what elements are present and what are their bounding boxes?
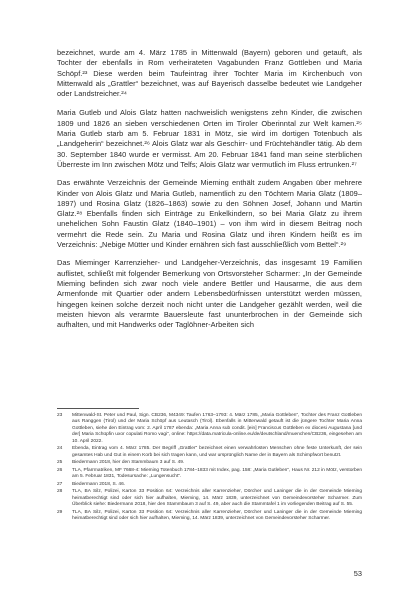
paragraph-4: Das Mieminger Karrenzieher- und Landgeher-Verzeichnis, das insgesamt 19 Familien auflistet, schließt mit folgender Bemerkung von Ortsvorsteher Scharmer: „In der Gemeinde Mieming befinden sich zwar noch viele andere Bettler und Hausarme, die aus dem Armenfonde mit Quartier oder andern Lebensbedürfnissen unterstützt werden müssen, hingegen keinen solche derzeit noch nicht unter die Landgeher gezählt werden, weil die meisten hievon als verarmte Bauersleute fast ununterbrochen in der Gemeinde sich aufhalten, und mit Handwerks oder Taglöhner-Arbeiten sich <box>57 258 362 330</box>
footnote-text: Mittenwald-St. Peter und Paul, Sign. CB236, M4349: Taufen 1763–1793: 4. März 1785, „Maria Gottleben“, Tochter des Franz Gottleben aus Ranggen (Tirol) und der Maria Schöpf aus Leutasch (Tirol). Ebenfalls in Mittenwald getauft ist die jüngere Tochter Maria Anna Gottleben, siehe den Eintrag vom: 2. April 1787 ebenda: „Maria Anna sub condit. [ein] Franciscus Gottleben ex diocesi Augustana [und der] Maria Schüpfin uxor copulati Romo vagi“, online: https://data.matricula-online.eu/de/deutschland/muenchen/CB236, eingesehen am 10. April 2022. <box>72 413 362 444</box>
footnote-text: Ebenda, Eintrag vom 4. März 1785. Der Begriff „Grattler“ bezeichnet einen verwahrlosten Menschen ohne feste Unterkunft, der sein gesamtes Hab und Gut in einem Korb bei sich tragen kann, und war ursprünglich Name der in Bayern als Schimpfwort benutzt. <box>72 446 362 458</box>
paragraph-3: Das erwähnte Verzeichnis der Gemeinde Mieming enthält zudem Angaben über mehrere Kinder von Alois Glatz und Maria Gutleb, namentlich zu den Töchtern Maria Glatz (1809–1897) und Rosina Glatz (1826–1863) sowie zu den Söhnen Josef, Johann und Martin Glatz.²⁸ Ebenfalls finden sich Einträge zu Enkelkindern, so bei Maria Glatz zu ihrem unehelichen Sohn Faustin Glatz (1840–1901) – von ihm wird in diesem Beitrag noch vermehrt die Rede sein. Zu Maria und Rosina Glatz und ihren Kindern heißt es im Verzeichnis: „Nebige Mütter und Kinder ernähren sich fast ausschließlich vom Bettel“.²⁹ <box>57 178 362 250</box>
footnote-number: 25 <box>57 460 63 466</box>
footnote-text: Biedermann 2018, hier den Stammbaum 3 auf S. 49. <box>72 460 185 466</box>
footnotes <box>57 413 362 524</box>
page-number: 53 <box>353 569 362 578</box>
footnote-text: TLA, BA Silz, Polizei, Karton 33 Position 64: Verzeichnis aller Karrenzieher, Dörcher und Laninger die in der Gemeinde Mieming heimatberechtigt sind oder sich hier aufhalten, Mieming, 14. März 1839, unterzeichnet von Gemeindevorsteher Scharmer. <box>72 509 362 522</box>
footnote-23 <box>57 413 362 445</box>
paragraph-2: Maria Gutleb und Alois Glatz hatten nachweislich wenigstens zehn Kinder, die zwischen 1809 und 1826 an sieben verschiedenen Orten im Tiroler Oberinntal zur Welt kamen.²⁵ Maria Gutleb starb am 5. Februar 1831 in Mötz, sie wird im dortigen Totenbuch als „Landgeherin“ bezeichnet.²⁶ Alois Glatz war als Geschirr- und Früchtehändler tätig. Ab dem 30. September 1840 wurde er vermisst. Am 20. Februar 1841 fand man seine sterblichen Überreste im Inn zwischen Mötz und Telfs; Alois Glatz war vermutlich im Fluss ertrunken.²⁷ <box>57 108 362 169</box>
footnote-27 <box>57 482 362 488</box>
footnote-text: TLA, Pfarrmatriken, MF 7668-4: Mieming Totenbuch 1784–1833 mit Index, pag. 158: „Maria Gutleben“, Haus Nr. 212 in Mötz, verstorben am 5. Februar 1831, Todesursache: „Lungensucht“. <box>72 467 362 480</box>
footnote-26 <box>57 468 362 481</box>
body-text <box>57 48 362 338</box>
footnote-24 <box>57 446 362 459</box>
footnote-number: 28 <box>57 489 63 495</box>
paragraph-1: bezeichnet, wurde am 4. März 1785 in Mittenwald (Bayern) geboren und getauft, als Tochter der ebenfalls in Rom verheirateten Vagabunden Franz Gottleben und Maria Schöpf.²³ Diese werden beim Taufeintrag ihrer Tochter Maria im Kirchenbuch von Mittenwald als „Grattler“ bezeichnet, was auf Bayerisch dasselbe bedeutet wie Landgeher oder Landstreicher.²⁴ <box>57 48 362 99</box>
footnote-number: 24 <box>57 446 63 452</box>
footnote-29 <box>57 510 362 523</box>
footnote-25 <box>57 460 362 466</box>
footnote-text: Biedermann 2018, S. 46. <box>72 481 126 487</box>
footnote-number: 29 <box>57 509 63 515</box>
footnote-number: 23 <box>57 413 63 418</box>
footnote-text: TLA, BA Silz, Polizei, Karton 33 Position 64: Verzeichnis aller Karrenzieher, Dörcher und Laninger die in der Gemeinde Mieming heimatberechtigt sind oder sich hier aufhalten, Mieming, 14. März 1839, unterzeichnet von Gemeindevorsteher Scharmer. Zum Überblick siehe: Biedermann 2018, hier den Stammbaum 3 auf S. 49, aber auch die Stammtafel 1 im vorliegenden Beitrag auf S. 55. <box>72 489 362 508</box>
footnote-divider <box>57 408 139 409</box>
footnote-number: 27 <box>57 481 63 487</box>
footnote-number: 26 <box>57 467 63 473</box>
footnote-28 <box>57 489 362 508</box>
